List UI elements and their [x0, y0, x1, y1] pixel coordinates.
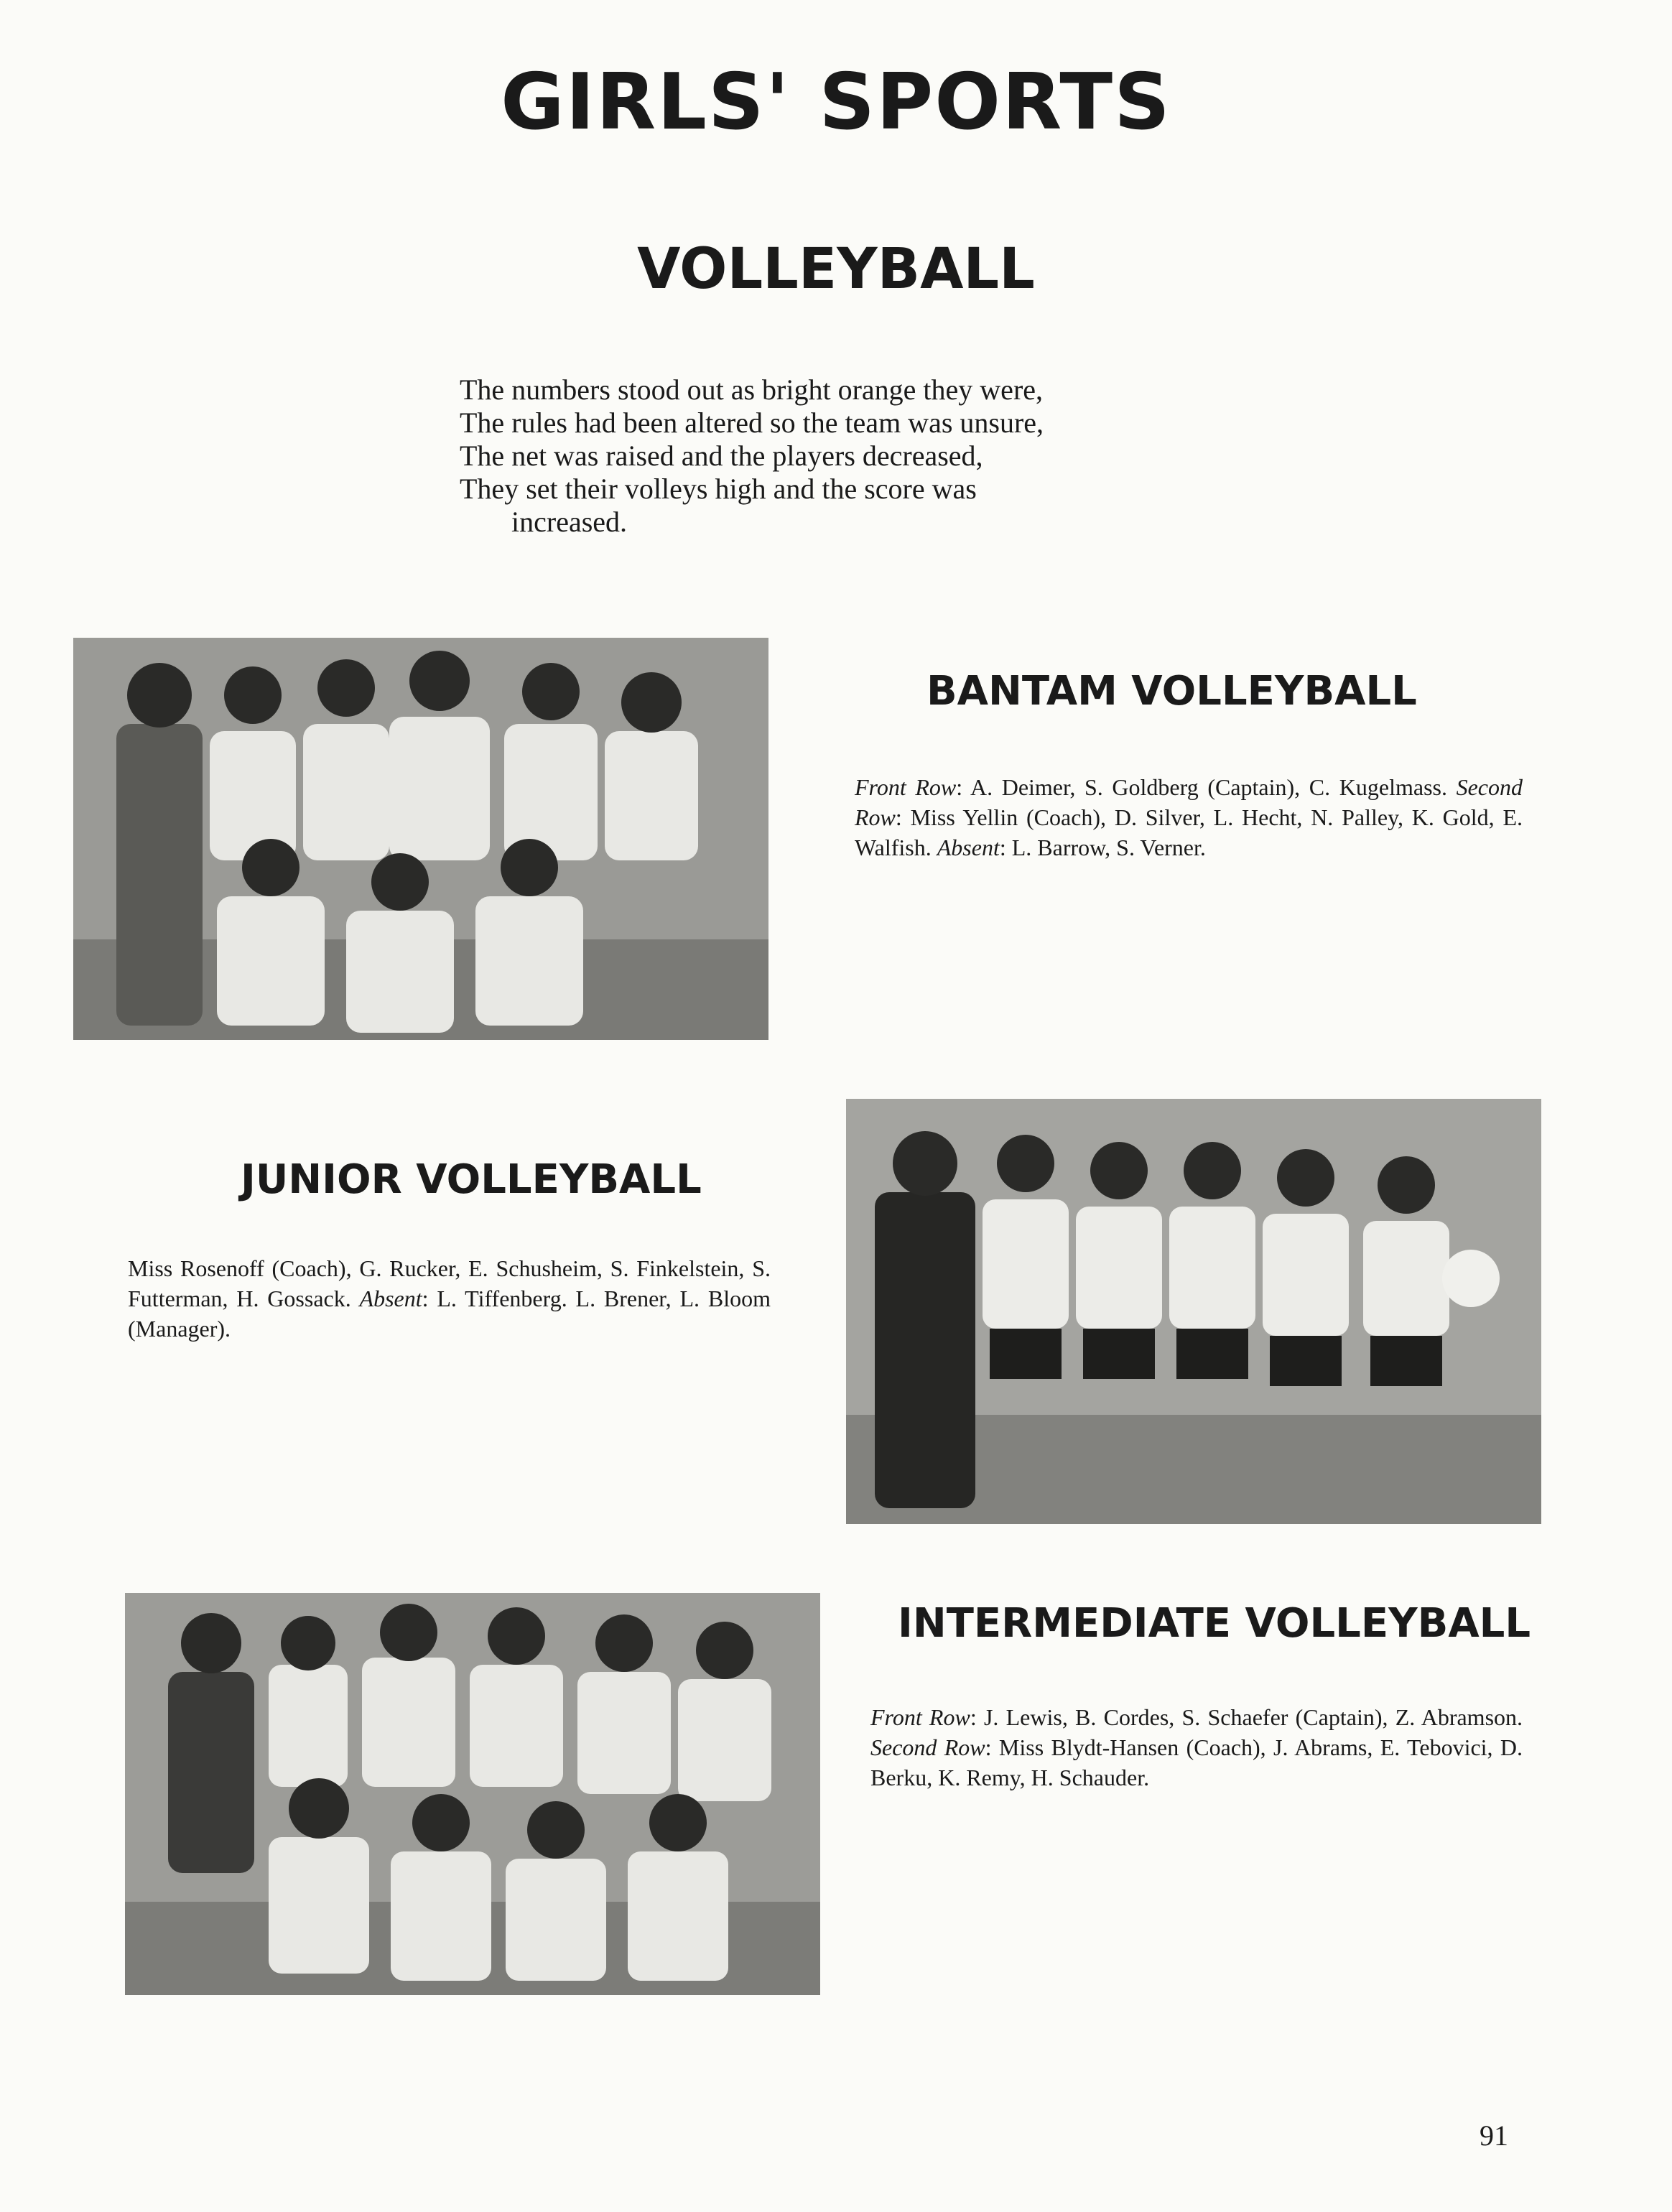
poem-line: The numbers stood out as bright orange they were, [460, 373, 1044, 406]
poem-line: The rules had been altered so the team was unsure, [460, 406, 1044, 439]
page-title: GIRLS' SPORTS [501, 57, 1171, 147]
intermediate-caption: Front Row: J. Lewis, B. Cordes, S. Schaefer (Captain), Z. Abramson. Second Row: Miss Blydt-Hansen (Coach), J. Abrams, E. Tebovici, D. Berku, K. Remy, H. Schauder. [870, 1704, 1523, 1790]
page-subtitle: VOLLEYBALL [637, 237, 1035, 302]
front-row-label: Front Row [855, 774, 957, 800]
poem-line: They set their volleys high and the score was [460, 473, 977, 505]
intermediate-team-photo [125, 1593, 820, 1995]
junior-heading: JUNIOR VOLLEYBALL [241, 1156, 702, 1203]
intermediate-heading: INTERMEDIATE VOLLEYBALL [898, 1600, 1531, 1647]
junior-team-photo [846, 1099, 1541, 1524]
second-row-label: Second Row [870, 1734, 985, 1760]
front-row-names: A. Deimer, S. Goldberg (Captain), C. Kugelmass. [970, 774, 1447, 800]
absent-label: Absent [359, 1286, 422, 1311]
front-row-label: Front Row [870, 1704, 970, 1730]
junior-caption: Miss Rosenoff (Coach), G. Rucker, E. Schusheim, S. Finkelstein, S. Futterman, H. Gossack. Absent: L. Tiffenberg. L. Brener, L. Bloom (Manager). [128, 1255, 771, 1342]
second-row-names: Miss Blydt-Hansen (Coach), J. Abrams, E. Tebovici, D. Berku, K. Remy, H. Schauder. [870, 1734, 1523, 1790]
junior-names: Miss Rosenoff (Coach), G. Rucker, E. Schusheim, S. Finkelstein, S. Futterman, H. Gossack. [128, 1255, 771, 1311]
poem [460, 373, 1178, 539]
second-row-names: Miss Yellin (Coach), D. Silver, L. Hecht, N. Palley, K. Gold, E. Walfish. [855, 804, 1523, 860]
poem-line: The net was raised and the players decreased, [460, 440, 983, 472]
bantam-caption: Front Row: A. Deimer, S. Goldberg (Captain), C. Kugelmass. Second Row: Miss Yellin (Coach), D. Silver, L. Hecht, N. Palley, K. Gold, E. Walfish. Absent: L. Barrow, S. Verner. [855, 774, 1523, 860]
absent-label: Absent [937, 835, 1000, 860]
poem-line: increased. [511, 506, 628, 538]
absent-names: L. Barrow, S. Verner. [1011, 835, 1206, 860]
second-row-label: Second Row [855, 774, 1523, 830]
page-number: 91 [1480, 2119, 1508, 2152]
front-row-names: J. Lewis, B. Cordes, S. Schaefer (Captain), Z. Abramson. [983, 1704, 1523, 1730]
bantam-heading: BANTAM VOLLEYBALL [926, 668, 1417, 715]
absent-names: L. Tiffenberg. L. Brener, L. Bloom (Manager). [128, 1286, 771, 1342]
bantam-team-photo [73, 638, 768, 1040]
